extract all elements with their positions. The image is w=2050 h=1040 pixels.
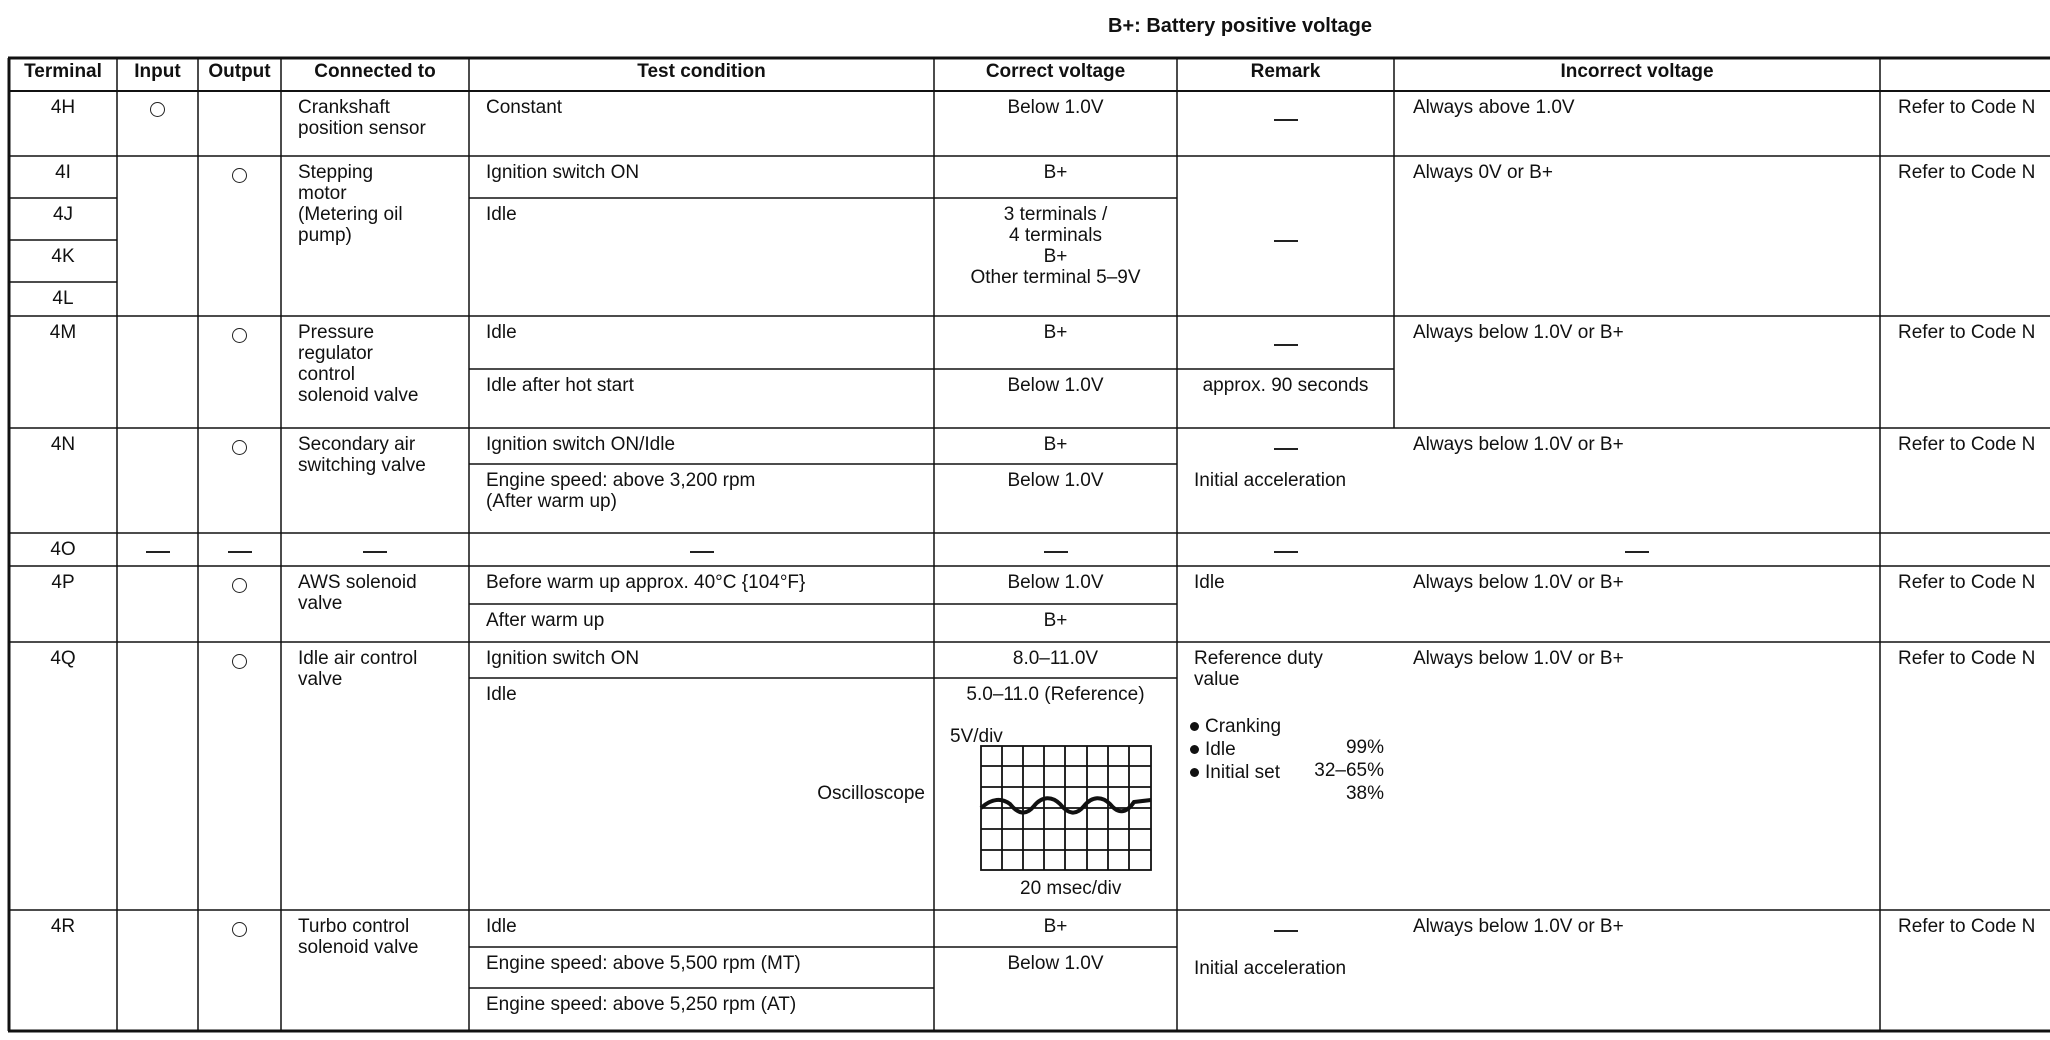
output-marker-4i — [198, 162, 281, 192]
header-test-condition: Test condition — [637, 61, 766, 82]
connected-4m: Pressure regulator control solenoid valve — [298, 322, 419, 406]
test-4n-1: Ignition switch ON/Idle — [486, 434, 676, 455]
test-4r-2: Engine speed: above 5,500 rpm (MT) — [486, 953, 801, 974]
correct-4r-1: B+ — [1043, 916, 1068, 937]
correct-4m-2: Below 1.0V — [1007, 375, 1104, 396]
output-marker-4r — [198, 916, 281, 946]
remark-4h-dash — [1177, 103, 1394, 133]
terminal-4l: 4L — [52, 288, 74, 309]
remark-4p: Idle — [1194, 572, 1225, 593]
terminal-4m: 4M — [49, 322, 77, 343]
dash-icon — [1625, 551, 1649, 553]
action-4i: Refer to Code N — [1898, 162, 2036, 183]
bullet-icon — [1190, 768, 1199, 777]
remark-4r-dash — [1177, 916, 1394, 946]
test-4m-1: Idle — [486, 322, 517, 343]
correct-4h: Below 1.0V — [1007, 97, 1104, 118]
duty-label: Idle — [1205, 739, 1236, 760]
input-marker-4h — [117, 96, 198, 126]
correct-4r-2: Below 1.0V — [1007, 953, 1104, 974]
incorrect-4q: Always below 1.0V or B+ — [1413, 648, 1624, 669]
oscilloscope-scale-time: 20 msec/div — [1020, 878, 1122, 899]
remark-4o-dash — [1177, 537, 1394, 563]
dash-icon — [1274, 930, 1298, 932]
terminal-4r: 4R — [50, 916, 76, 937]
output-marker-4q — [198, 648, 281, 678]
circle-icon — [150, 102, 165, 117]
test-4i-2: Idle — [486, 204, 517, 225]
dash-icon — [1274, 119, 1298, 121]
oscilloscope-label: Oscilloscope — [817, 783, 925, 804]
connected-4r: Turbo control solenoid valve — [298, 916, 419, 958]
test-4r-1: Idle — [486, 916, 517, 937]
remark-4m-dash — [1177, 328, 1394, 358]
incorrect-4n: Always below 1.0V or B+ — [1413, 434, 1624, 455]
dash-icon — [1274, 344, 1298, 346]
action-4r: Refer to Code N — [1898, 916, 2036, 937]
remark-4r-2: Initial acceleration — [1194, 958, 1347, 979]
dash-icon — [1274, 240, 1298, 242]
header-connected-to: Connected to — [314, 61, 436, 82]
circle-icon — [232, 168, 247, 183]
correct-4o-dash — [934, 537, 1177, 563]
test-4m-2: Idle after hot start — [486, 375, 634, 396]
battery-voltage-note: B+: Battery positive voltage — [1108, 15, 1372, 37]
terminal-4h: 4H — [50, 97, 76, 118]
circle-icon — [232, 328, 247, 343]
input-4o-dash — [117, 537, 198, 563]
incorrect-4o-dash — [1394, 537, 1880, 563]
test-4r-3: Engine speed: above 5,250 rpm (AT) — [486, 994, 797, 1015]
output-marker-4m — [198, 322, 281, 352]
correct-4i-2: 3 terminals / 4 terminals B+ Other terminal 5–9V — [970, 204, 1141, 288]
test-4p-2: After warm up — [486, 610, 605, 631]
dash-icon — [690, 551, 714, 553]
test-4i-1: Ignition switch ON — [486, 162, 640, 183]
incorrect-4i: Always 0V or B+ — [1413, 162, 1553, 183]
connected-4p: AWS solenoid valve — [298, 572, 417, 614]
header-correct-voltage: Correct voltage — [985, 61, 1126, 82]
action-4p: Refer to Code N — [1898, 572, 2036, 593]
terminal-4n: 4N — [50, 434, 76, 455]
incorrect-4h: Always above 1.0V — [1413, 97, 1575, 118]
remark-4n-2: Initial acceleration — [1194, 470, 1347, 491]
output-marker-4p — [198, 572, 281, 602]
test-4q-2: Idle — [486, 684, 517, 705]
oscilloscope-waveform — [980, 744, 1152, 872]
dash-icon — [146, 551, 170, 553]
dash-icon — [363, 551, 387, 553]
correct-4n-2: Below 1.0V — [1007, 470, 1104, 491]
output-4o-dash — [198, 537, 281, 563]
dash-icon — [228, 551, 252, 553]
header-incorrect-voltage: Incorrect voltage — [1560, 61, 1714, 82]
correct-4n-1: B+ — [1043, 434, 1068, 455]
correct-4i-1: B+ — [1043, 162, 1068, 183]
test-4o-dash — [469, 537, 934, 563]
action-4h: Refer to Code N — [1898, 97, 2036, 118]
output-marker-4n — [198, 434, 281, 464]
action-4q: Refer to Code N — [1898, 648, 2036, 669]
action-4n: Refer to Code N — [1898, 434, 2036, 455]
connected-4n: Secondary air switching valve — [298, 434, 426, 476]
circle-icon — [232, 578, 247, 593]
header-remark: Remark — [1250, 61, 1321, 82]
header-input: Input — [134, 61, 181, 82]
duty-value: 32–65% — [1314, 760, 1384, 781]
header-output: Output — [208, 61, 271, 82]
test-4q-1: Ignition switch ON — [486, 648, 640, 669]
connected-4q: Idle air control valve — [298, 648, 418, 690]
terminal-4o: 4O — [50, 539, 76, 560]
terminal-4j: 4J — [52, 204, 74, 225]
dash-icon — [1044, 551, 1068, 553]
remark-4q-title: Reference duty value — [1194, 648, 1323, 690]
duty-label: Cranking — [1205, 716, 1282, 737]
test-4p-1: Before warm up approx. 40°C {104°F} — [486, 572, 806, 593]
correct-4m-1: B+ — [1043, 322, 1068, 343]
test-4h: Constant — [486, 97, 563, 118]
duty-value: 38% — [1345, 783, 1384, 804]
duty-value: 99% — [1345, 737, 1384, 758]
terminal-4q: 4Q — [50, 648, 76, 669]
circle-icon — [232, 440, 247, 455]
terminal-4i: 4I — [55, 162, 71, 183]
terminal-4k: 4K — [51, 246, 75, 267]
action-4m: Refer to Code N — [1898, 322, 2036, 343]
connected-4i: Stepping motor (Metering oil pump) — [298, 162, 403, 246]
incorrect-4p: Always below 1.0V or B+ — [1413, 572, 1624, 593]
connected-4h: Crankshaft position sensor — [298, 97, 426, 139]
dash-icon — [1274, 551, 1298, 553]
terminal-4p: 4P — [51, 572, 75, 593]
correct-4q-2: 5.0–11.0 (Reference) — [966, 684, 1145, 705]
duty-label: Initial set — [1205, 762, 1280, 783]
correct-4p-1: Below 1.0V — [1007, 572, 1104, 593]
circle-icon — [232, 922, 247, 937]
correct-4p-2: B+ — [1043, 610, 1068, 631]
incorrect-4r: Always below 1.0V or B+ — [1413, 916, 1624, 937]
oscilloscope-scale-volts: 5V/div — [950, 726, 1003, 747]
circle-icon — [232, 654, 247, 669]
connected-4o-dash — [281, 537, 469, 563]
incorrect-4m: Always below 1.0V or B+ — [1413, 322, 1624, 343]
remark-4m-2: approx. 90 seconds — [1202, 375, 1369, 396]
remark-4i-dash — [1177, 226, 1394, 256]
correct-4q-1: 8.0–11.0V — [1012, 648, 1099, 669]
test-4n-2: Engine speed: above 3,200 rpm (After warm up) — [486, 470, 756, 512]
remark-4n-dash — [1177, 434, 1394, 464]
header-terminal: Terminal — [24, 61, 102, 82]
dash-icon — [1274, 448, 1298, 450]
